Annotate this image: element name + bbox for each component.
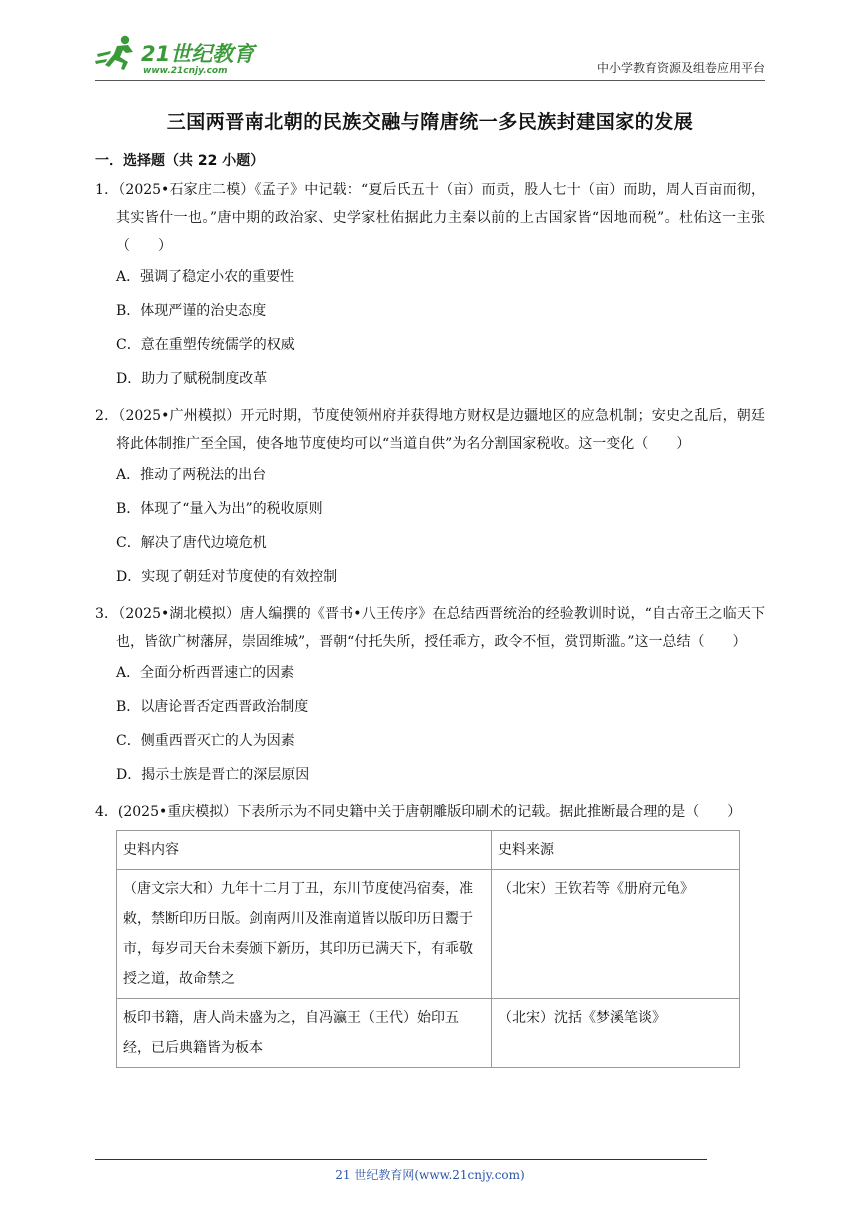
question-stem: 1．（2025•石家庄二模）《孟子》中记载：“夏后氏五十（亩）而贡，股人七十（亩）而助，周人百亩而彻，其实皆什一也。”唐中期的政治家、史学家杜佑据此力主秦以前的上古国家皆“因地而税”。杜佑这一主张（ ） (95, 182, 765, 254)
section-heading: 一．选择题（共 22 小题） (95, 153, 265, 169)
table-cell-content: （唐文宗大和）九年十二月丁丑，东川节度使冯宿奏，准敕，禁断印历日版。剑南两川及淮南道皆以版印历日鬻于市，每岁司天台未奏颁下新历，其印历已满天下，有乖敬授之道，故命禁之 (117, 870, 492, 999)
option-a[interactable]: A．全面分析西晋速亡的因素 (116, 665, 295, 681)
table-row (117, 999, 740, 1068)
option-d[interactable]: D．实现了朝廷对节度使的有效控制 (116, 569, 338, 585)
logo-text: 21世纪教育 (141, 42, 255, 66)
question-2 (95, 402, 765, 594)
table-cell-content: 板印书籍，唐人尚未盛为之，自冯瀛王（王代）始印五经，已后典籍皆为板本 (117, 999, 492, 1068)
footer-divider (95, 1159, 707, 1160)
option-c[interactable]: C．意在重塑传统儒学的权威 (116, 337, 295, 353)
table-header-row (117, 831, 740, 870)
page-header (95, 30, 765, 81)
option-c[interactable]: C．解决了唐代边境危机 (116, 535, 267, 551)
source-table (116, 830, 740, 1068)
option-b[interactable]: B．以唐论晋否定西晋政治制度 (116, 699, 309, 715)
question-stem: 3．（2025•湖北模拟）唐人编撰的《晋书•八王传序》在总结西晋统治的经验教训时说，“自古帝王之临天下也，皆欲广树藩屏，崇固维城”，晋朝“付托失所，授任乖方，政令不恒，赏罚斯滥。”这一总结（ ） (95, 606, 765, 650)
option-c[interactable]: C．侧重西晋灭亡的人为因素 (116, 733, 295, 749)
question-list (95, 176, 765, 1074)
question-stem: 4．(2025•重庆模拟）下表所示为不同史籍中关于唐朝雕版印刷术的记载。据此推断最合理的是（ ） (95, 804, 742, 820)
option-b[interactable]: B．体现了“量入为出”的税收原则 (116, 501, 323, 517)
platform-name: 中小学教育资源及组卷应用平台 (596, 61, 765, 75)
table-header-content: 史料内容 (117, 831, 492, 870)
table-cell-source: （北宋）沈括《梦溪笔谈》 (492, 999, 740, 1068)
question-stem: 2．（2025•广州模拟）开元时期，节度使领州府并获得地方财权是边疆地区的应急机制；安史之乱后，朝廷将此体制推广至全国，使各地节度使均可以“当道自供”为名分割国家税收。这一变化（ ） (95, 408, 765, 452)
question-3 (95, 600, 765, 792)
question-1 (95, 176, 765, 396)
option-a[interactable]: A．强调了稳定小农的重要性 (116, 269, 295, 285)
table-cell-source: （北宋）王钦若等《册府元龟》 (492, 870, 740, 999)
question-4 (95, 798, 765, 1068)
logo-url: www.21cnjy.com (143, 66, 228, 76)
option-a[interactable]: A．推动了两税法的出台 (116, 467, 267, 483)
page-title: 三国两晋南北朝的民族交融与隋唐统一多民族封建国家的发展 (166, 111, 694, 133)
option-d[interactable]: D．助力了赋税制度改革 (116, 371, 268, 387)
option-b[interactable]: B．体现严谨的治史态度 (116, 303, 267, 319)
option-d[interactable]: D．揭示士族是晋亡的深层原因 (116, 767, 310, 783)
table-header-source: 史料来源 (492, 831, 740, 870)
table-row (117, 870, 740, 999)
site-logo (95, 34, 265, 76)
footer-text[interactable]: 21 世纪教育网(www.21cnjy.com) (335, 1168, 525, 1182)
